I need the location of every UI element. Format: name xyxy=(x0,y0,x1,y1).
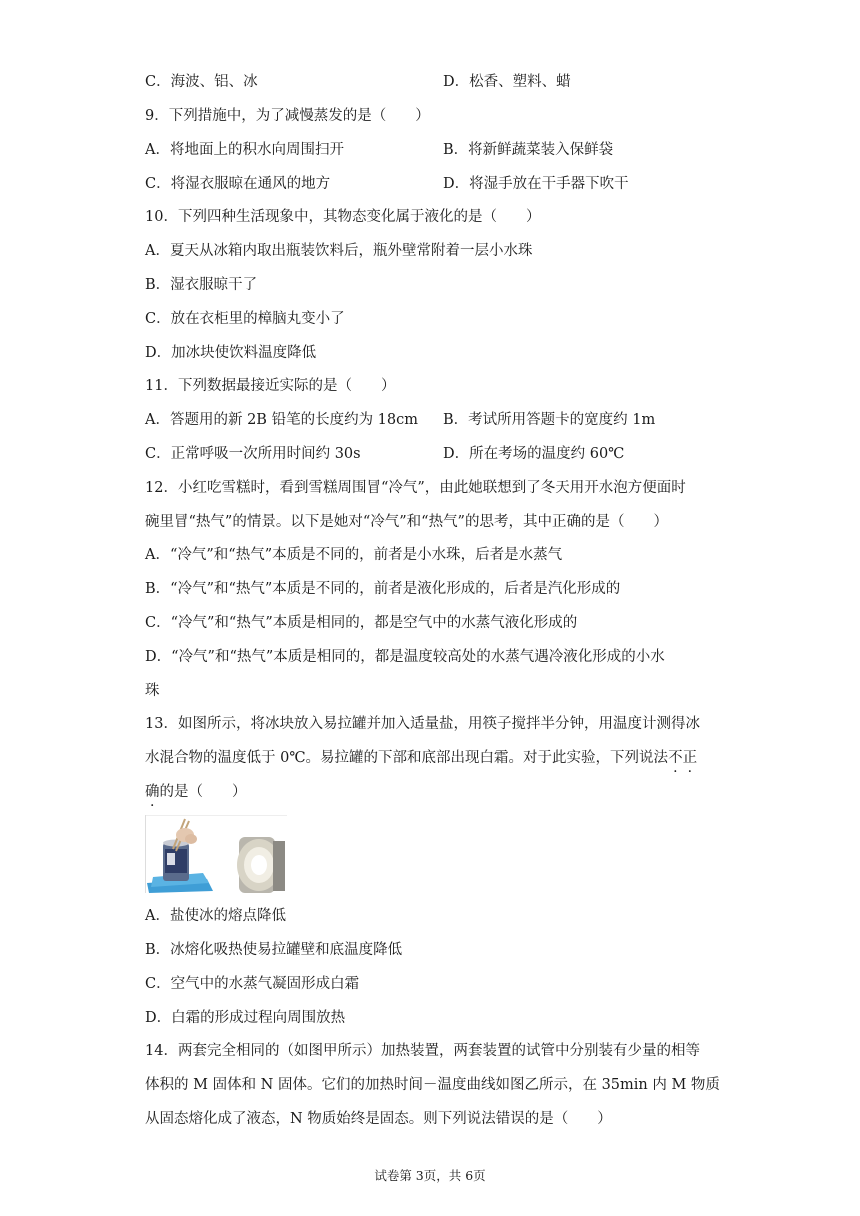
q11-option-b: B．考试所用答题卡的宽度约 1m xyxy=(443,412,656,428)
q11-stem: 11．下列数据最接近实际的是（ ） xyxy=(145,378,396,394)
page-footer: 试卷第 3页，共 6页 xyxy=(374,1168,486,1183)
q13-stem-line3-text: 的是（ ） xyxy=(159,784,247,800)
q12-option-b: B．“冷气”和“热气”本质是不同的，前者是液化形成的，后者是汽化形成的 xyxy=(145,581,621,597)
q12-option-c: C．“冷气”和“热气”本质是相同的，都是空气中的水蒸气液化形成的 xyxy=(145,615,578,631)
q12-stem-line2: 碗里冒“热气”的情景。以下是她对“冷气”和“热气”的思考，其中正确的是（ ） xyxy=(145,514,668,530)
q11-option-d: D．所在考场的温度约 60℃ xyxy=(443,446,625,462)
q9-option-b: B．将新鲜蔬菜装入保鲜袋 xyxy=(443,142,614,158)
q12-option-d-line2: 珠 xyxy=(145,683,160,699)
q12-stem-line1: 12．小红吃雪糕时，看到雪糕周围冒“冷气”，由此她联想到了冬天用开水泡方便面时 xyxy=(145,480,686,496)
q10-stem: 10．下列四种生活现象中，其物态变化属于液化的是（ ） xyxy=(145,209,541,225)
q13-figure-svg xyxy=(145,815,287,893)
q11-option-c: C．正常呼吸一次所用时间约 30s xyxy=(145,446,361,462)
q12-option-d-line1: D．“冷气”和“热气”本质是相同的，都是温度较高处的水蒸气遇冷液化形成的小水 xyxy=(145,649,665,665)
q10-option-b: B．湿衣服晾干了 xyxy=(145,277,258,293)
q10-option-d: D．加冰块使饮料温度降低 xyxy=(145,345,317,361)
q9-option-a: A．将地面上的积水向周围扫开 xyxy=(145,142,344,158)
q8-option-d: D．松香、塑料、蜡 xyxy=(443,74,571,90)
q14-stem-line2: 体积的 M 固体和 N 固体。它们的加热时间－温度曲线如图乙所示，在 35min 内 M 物质 xyxy=(145,1077,720,1093)
q13-emphasis-que: 确 xyxy=(145,784,160,800)
q13-option-a: A．盐使冰的熔点降低 xyxy=(145,908,286,924)
q13-emphasis-zheng: 正 xyxy=(682,750,698,766)
q13-emphasis-bu: 不 xyxy=(668,750,683,766)
q14-stem-line1: 14．两套完全相同的（如图甲所示）加热装置，两套装置的试管中分别装有少量的相等 xyxy=(145,1043,700,1059)
q13-experiment-figure xyxy=(145,815,287,893)
q13-option-b: B．冰熔化吸热使易拉罐壁和底温度降低 xyxy=(145,942,403,958)
q13-stem-line1: 13．如图所示，将冰块放入易拉罐并加入适量盐，用筷子搅拌半分钟，用温度计测得冰 xyxy=(145,716,700,732)
q14-stem-line3: 从固态熔化成了液态，N 物质始终是固态。则下列说法错误的是（ ） xyxy=(145,1111,612,1127)
q9-stem: 9．下列措施中，为了减慢蒸发的是（ ） xyxy=(145,108,430,124)
q13-option-c: C．空气中的水蒸气凝固形成白霜 xyxy=(145,976,360,992)
q13-stem-line2-text: 水混合物的温度低于 0℃。易拉罐的下部和底部出现白霜。对于此实验，下列说法 xyxy=(145,750,669,766)
q13-option-d: D．白霜的形成过程向周围放热 xyxy=(145,1010,346,1026)
q10-option-c: C．放在衣柜里的樟脑丸变小了 xyxy=(145,311,345,327)
q9-option-c: C．将湿衣服晾在通风的地方 xyxy=(145,176,331,192)
q11-option-a: A．答题用的新 2B 铅笔的长度约为 18cm xyxy=(145,412,418,428)
q9-option-d: D．将湿手放在干手器下吹干 xyxy=(443,176,629,192)
q10-option-a: A．夏天从冰箱内取出瓶装饮料后，瓶外壁常附着一层小水珠 xyxy=(145,243,533,259)
q13-stem-line3 xyxy=(145,782,247,802)
q13-stem-line2 xyxy=(145,748,697,768)
q12-option-a: A．“冷气”和“热气”本质是不同的，前者是小水珠，后者是水蒸气 xyxy=(145,547,563,563)
q8-option-c: C．海波、铝、冰 xyxy=(145,74,258,90)
frosted-can-bottom-photo xyxy=(237,837,285,893)
